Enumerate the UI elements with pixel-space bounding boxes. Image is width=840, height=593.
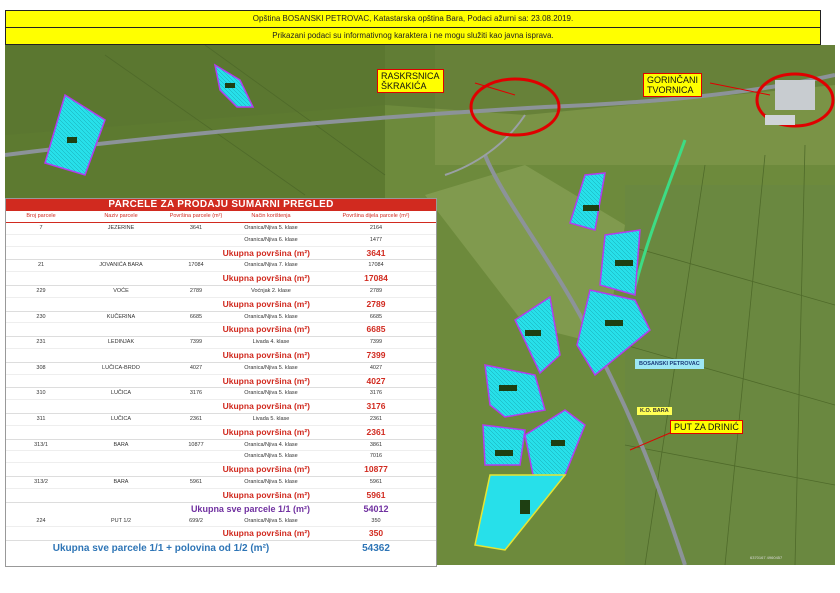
cell-povrsina: 10877 [188,441,204,448]
table-row [6,451,436,463]
cell-naziv: KUČERINA [106,313,136,320]
cell-nacin: Livada 5. klase [252,415,290,422]
cell-dio: 2164 [369,225,383,231]
cell-naziv: PUT 1/2 [110,517,132,524]
cell-nacin: Oranica/Njiva 5. klase [244,478,298,485]
cell-dio: 350 [371,517,381,524]
cell-povrsina [166,451,226,462]
cell-broj: 21 [37,262,45,269]
total-label: Ukupna površina (m²) [222,401,310,412]
header-disclaimer-line: Prikazani podaci su informativnog karaktera i ne mogu služiti kao javna isprava. [5,27,821,45]
cell-nacin: Oranica/Njiva 5. klase [244,390,298,397]
extra-total-value: 350 [368,528,384,539]
cell-povrsina: 3641 [189,225,203,231]
group-total-value: 2789 [366,298,386,309]
table-row [6,312,436,324]
cell-povrsina [166,235,226,246]
group-total-value: 3641 [366,247,386,258]
grand-total-label: Ukupna sve parcele 1/1 + polovina od 1/2 (m²) [52,543,270,555]
cell-broj: 229 [36,287,46,294]
total-label: Ukupna površina (m²) [222,298,310,309]
cell-dio: 6685 [369,313,383,320]
cell-dio: 2789 [369,287,383,294]
cell-nacin: Oranica/Njiva 5. klase [244,517,298,524]
table-title: PARCELE ZA PRODAJU SUMARNI PREGLED [6,199,436,211]
group-total-row [6,463,436,477]
cell-povrsina: 3176 [189,390,203,397]
table-row [6,286,436,298]
cell-dio: 7399 [369,339,383,346]
cell-povrsina: 2789 [189,287,203,294]
group-total-value: 7399 [366,349,386,360]
total-label: Ukupna površina (m²) [222,273,310,284]
total-label: Ukupna površina (m²) [222,489,310,500]
label-ko-bara: K.O. BARA [637,407,672,415]
grand-total-row [6,541,436,557]
cell-naziv: JEZERINE [107,225,135,231]
cell-naziv: LEDINJAK [107,339,135,346]
label-bosanski-petrovac: BOSANSKI PETROVAC [635,359,704,369]
group-total-row [6,323,436,337]
table-row [6,440,436,452]
cell-naziv: LUČICA [110,415,132,422]
group-total-row [6,426,436,440]
cell-povrsina: 17084 [188,262,204,269]
table-row [6,223,436,235]
cell-broj: 230 [36,313,46,320]
group-total-value: 17084 [364,273,388,284]
cell-nacin: Voćnjak 2. klase [251,287,291,294]
cell-naziv: VOĆE [113,287,129,294]
cell-nacin: Oranica/Njiva 5. klase [244,313,298,320]
cell-dio: 1477 [369,236,383,243]
col-header-naziv: Naziv parcele [104,213,138,219]
cell-nacin: Oranica/Njiva 4. klase [244,441,298,448]
cell-naziv [76,451,166,462]
cell-broj: 313/2 [34,478,48,485]
extra-total-row [6,527,436,541]
group-total-value: 3176 [366,401,386,412]
total-label: Ukupna površina (m²) [222,375,310,386]
col-header-broj: Broj parcele [26,213,56,219]
total-label: Ukupna površina (m²) [222,426,310,437]
cell-naziv: BARA [113,478,129,485]
cell-naziv: BARA [113,441,129,448]
col-header-povrsina: Površina parcele (m²) [169,213,223,219]
group-total-value: 10877 [364,464,388,475]
group-total-value: 4027 [366,375,386,386]
cell-dio: 3176 [369,390,383,397]
cell-povrsina: 6685 [189,313,203,320]
table-row [6,414,436,426]
cell-nacin: Oranica/Njiva 5. klase [244,453,298,460]
cell-dio: 2361 [369,415,383,422]
table-row [6,477,436,489]
group-total-row [6,247,436,261]
total-label: Ukupna površina (m²) [222,528,310,539]
total-label: Ukupna površina (m²) [222,464,310,475]
group-total-value: 5961 [366,489,386,500]
factory-annex [765,115,795,125]
factory-building [775,80,815,110]
table-header-row [6,211,436,223]
group-total-row [6,375,436,389]
table-row [6,260,436,272]
cell-dio: 3861 [369,441,383,448]
group-total-row [6,349,436,363]
callout-raskrsnica-skrakica: RASKRSNICA ŠKRAKIĆA [377,69,444,93]
cell-broj: 308 [36,364,46,371]
callout-gorincani-tvornica: GORINČANI TVORNICA [643,73,702,97]
group-total-row [6,272,436,286]
group-total-row [6,298,436,312]
table-row [6,235,436,247]
cell-broj: 313/1 [34,441,48,448]
cell-broj: 311 [36,415,46,422]
cell-nacin: Oranica/Njiva 7. klase [244,262,298,269]
grand-total-value: 54362 [362,543,390,555]
map-coordinates: 6370167 4960457 [750,555,783,560]
table-row [6,337,436,349]
cell-povrsina: 699/2 [189,517,203,524]
cell-povrsina: 7399 [189,339,203,346]
callout-put-za-drinic: PUT ZA DRINIĆ [670,420,743,434]
col-header-dio: Površina dijela parcele (m²) [342,213,410,219]
parcel-summary-table [5,198,437,567]
cell-povrsina: 4027 [189,364,203,371]
cell-dio: 4027 [369,364,383,371]
group-total-row [6,489,436,503]
cell-naziv: LUČICA [110,390,132,397]
cell-povrsina: 2361 [189,415,203,422]
cell-broj [6,451,76,462]
total-label: Ukupna površina (m²) [222,247,310,258]
cell-broj: 224 [36,517,46,524]
table-body [6,223,436,503]
cell-broj: 231 [36,339,46,346]
cell-nacin: Oranica/Njiva 6. klase [244,236,298,243]
table-row [6,516,436,528]
subtotal-row [6,503,436,516]
cell-naziv [76,235,166,246]
group-total-value: 6685 [366,324,386,335]
subtotal-value: 54012 [363,503,389,514]
cell-broj [6,235,76,246]
subtotal-label: Ukupna sve parcele 1/1 (m²) [190,503,310,514]
cell-povrsina: 5961 [189,478,203,485]
header-municipality-line: Opština BOSANSKI PETROVAC, Katastarska opština Bara, Podaci ažurni sa: 23.08.2019. [5,10,821,28]
cell-broj: 310 [36,390,46,397]
cell-broj: 7 [39,225,43,231]
cell-dio: 17084 [368,262,384,269]
cell-dio: 7016 [369,453,383,460]
group-total-row [6,400,436,414]
cell-dio: 5961 [369,478,383,485]
cell-naziv: JOVANIĆA BARA [99,262,143,269]
total-label: Ukupna površina (m²) [222,324,310,335]
cell-naziv: LUČICA-BRDO [102,364,140,371]
col-header-nacin: Način korištenja [251,213,291,219]
group-total-value: 2361 [366,426,386,437]
total-label: Ukupna površina (m²) [222,349,310,360]
table-row [6,388,436,400]
cell-nacin: Livada 4. klase [252,339,290,346]
cell-nacin: Oranica/Njiva 5. klase [244,225,298,231]
table-row [6,363,436,375]
cell-nacin: Oranica/Njiva 5. klase [244,364,298,371]
parcel-lucica-311 [483,425,525,465]
